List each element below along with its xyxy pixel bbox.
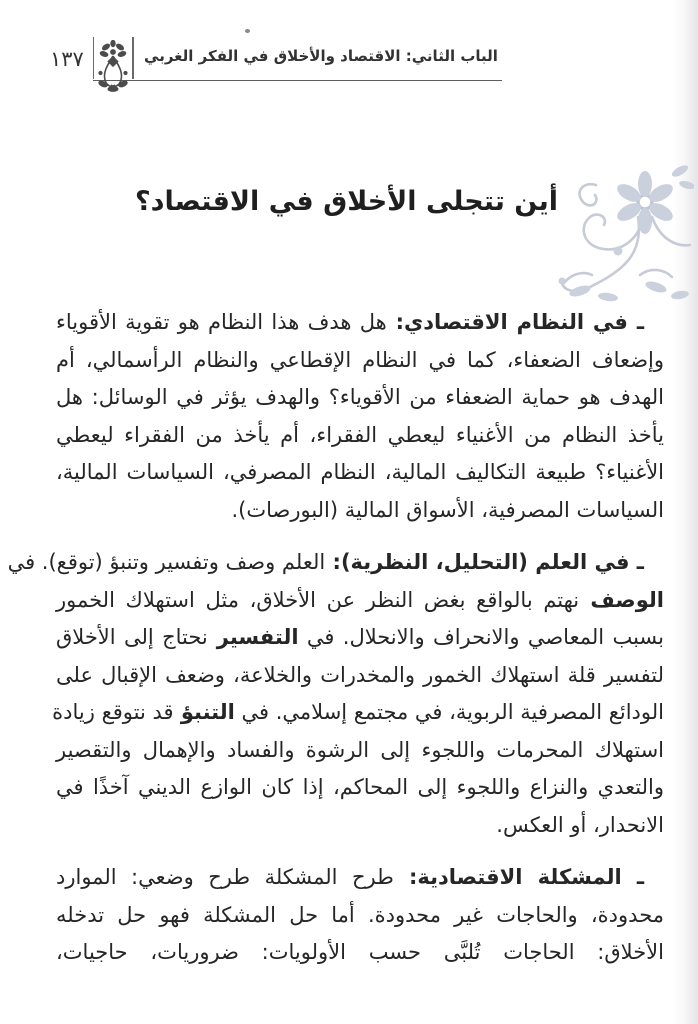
floral-flourish-icon xyxy=(544,155,694,307)
body-text-segment: الأخلاق: الحاجات تُلبَّى حسب الأولويات: ضروريات، حاجيات، xyxy=(56,940,664,964)
body-text-segment: طرح المشكلة طرح وضعي: الموارد xyxy=(56,865,394,889)
emphasis-text: الوصف xyxy=(579,587,664,612)
paragraph xyxy=(7,544,664,844)
divider-bar-icon xyxy=(93,37,95,79)
text-line xyxy=(56,657,664,695)
body-text-segment: بسبب المعاصي والانحراف والانحلال. في xyxy=(298,625,664,649)
text-line xyxy=(52,694,664,732)
text-line xyxy=(56,582,664,620)
page-title: أين تتجلى الأخلاق في الاقتصاد؟ xyxy=(134,186,558,217)
text-line xyxy=(56,379,664,417)
paragraph xyxy=(56,859,664,972)
emphasis-text: التنبؤ xyxy=(173,700,235,724)
text-line xyxy=(56,897,664,935)
body-text-segment: وإضعاف الضعفاء، كما في النظام الإقطاعي والنظام الرأسمالي، أم xyxy=(56,347,664,372)
body-text-segment: الودائع المصرفية الربوية، في مجتمع إسلامي. في xyxy=(234,700,664,724)
body-text xyxy=(7,304,664,987)
body-text-segment: الانحدار، أو العكس. xyxy=(496,812,664,837)
text-line xyxy=(56,342,664,380)
chapter-title: الباب الثاني: الاقتصاد والأخلاق في الفكر الغربي xyxy=(144,47,498,65)
body-text-segment: العلم وصف وتفسير وتنبؤ (توقع). في xyxy=(7,550,326,574)
emphasis-text: ـ في العلم (التحليل، النظرية): xyxy=(325,550,644,574)
emphasis-text: ـ في النظام الاقتصادي: xyxy=(386,310,645,334)
text-line xyxy=(56,619,664,657)
body-text-segment: نحتاج إلى الأخلاق xyxy=(56,625,208,649)
text-line xyxy=(56,417,664,455)
text-line xyxy=(56,454,664,492)
body-text-segment: والتعدي والنزاع واللجوء إلى المحاكم، إذا كان الوازع الديني آخذًا في xyxy=(56,775,664,799)
body-text-segment: نهتم بالواقع بغض النظر عن الأخلاق، مثل استهلاك الخمور xyxy=(56,587,580,612)
body-text-segment: السياسات المصرفية، الأسواق المالية (البورصات). xyxy=(231,497,664,522)
header-rule-group xyxy=(93,36,502,81)
paragraph xyxy=(56,304,664,529)
body-text-segment: الأغنياء؟ طبيعة التكاليف المالية، النظام المصرفي، السياسات المالية، xyxy=(56,460,664,484)
emphasis-text: ـ المشكلة الاقتصادية: xyxy=(393,865,644,889)
floral-ornament-icon xyxy=(95,40,131,92)
section-title-row xyxy=(0,186,698,217)
emphasis-text: التفسير xyxy=(207,625,299,649)
body-text-segment: هل هدف هذا النظام هو تقوية الأقوياء xyxy=(56,310,387,334)
text-line xyxy=(56,492,664,530)
running-header xyxy=(50,36,502,81)
body-text-segment: محدودة، والحاجات غير محدودة. أما حل المشكلة فهو حل تدخله xyxy=(56,902,664,927)
text-line xyxy=(56,769,664,807)
text-line xyxy=(56,859,664,897)
text-line xyxy=(56,304,664,342)
body-text-segment: يأخذ النظام من الأغنياء ليعطي الفقراء، أم يأخذ من الفقراء ليعطي xyxy=(56,422,664,447)
text-line xyxy=(56,934,664,972)
body-text-segment: استهلاك المحرمات واللجوء إلى الرشوة والفساد والإهمال والتقصير xyxy=(56,737,664,762)
body-text-segment: لتفسير قلة استهلاك الخمور والمخدرات والخلاعة، وضعف الإقبال على xyxy=(56,662,664,687)
text-line xyxy=(7,544,664,582)
body-text-segment: الهدف هو حماية الضعفاء من الأقوياء؟ والهدف يؤثر في الوسائل: هل xyxy=(56,385,664,409)
text-line xyxy=(56,807,664,845)
text-line xyxy=(56,732,664,770)
body-text-segment: قد نتوقع زيادة xyxy=(52,700,174,724)
scan-speck xyxy=(245,29,250,33)
page-number: ١٣٧ xyxy=(50,46,84,71)
page-edge-shadow xyxy=(672,0,698,1024)
